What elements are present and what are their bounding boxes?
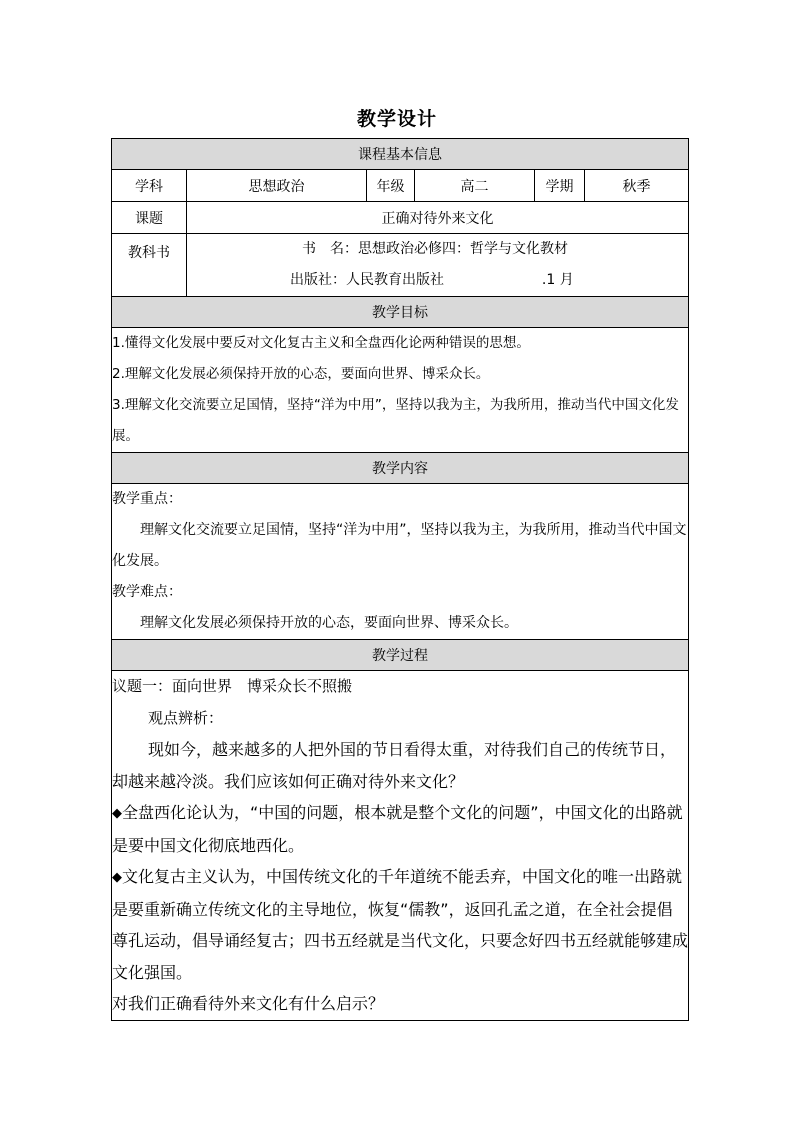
document-title: 教学设计 — [356, 108, 437, 130]
textbook-name: 书 名：思想政治必修四：哲学与文化教材 — [302, 241, 568, 257]
textbook-row — [112, 234, 689, 297]
difficult-points-text: 理解文化发展必须保持开放的心态，要面向世界、博采众长。 — [140, 615, 518, 631]
section-header-content — [112, 453, 689, 484]
process-topic: 议题一：面向世界 博采众长不照搬 — [112, 677, 353, 695]
objective-item: 1.懂得文化发展中要反对文化复古主义和全盘西化论两种错误的思想。 — [112, 335, 530, 351]
key-points-label: 教学重点： — [112, 491, 182, 507]
subject-value: 思想政治 — [187, 170, 367, 202]
teaching-process — [112, 671, 689, 1021]
section-header-objectives — [112, 297, 689, 328]
viewpoint-text: 全盘西化论认为，“中国的问题，根本就是整个文化的问题”，中国文化的出路就是要中国文化彻底地西化。 — [112, 803, 683, 855]
diamond-bullet-icon: ◆ — [112, 806, 122, 821]
section-header-basic-info — [112, 139, 689, 170]
textbook-label: 教科书 — [112, 234, 187, 297]
subject-label: 学科 — [112, 170, 187, 202]
textbook-publisher: 出版社：人民教育出版社 .1 月 — [290, 272, 574, 288]
term-label: 学期 — [535, 170, 585, 202]
teaching-content — [112, 484, 689, 640]
objective-item: 3.理解文化交流要立足国情，坚持“洋为中用”，坚持以我为主，为我所用，推动当代中国文化发展。 — [112, 397, 679, 444]
difficult-points-label: 教学难点： — [112, 584, 182, 600]
scenario-text: 现如今，越来越多的人把外国的节日看得太重，对待我们自己的传统节日，却越来越冷淡。我们应该如何正确对待外来文化？ — [112, 740, 677, 791]
key-points-text: 理解文化交流要立足国情，坚持“洋为中用”，坚持以我为主，为我所用，推动当代中国文化发展。 — [112, 522, 687, 569]
textbook-details — [187, 234, 689, 297]
analysis-label: 观点辨析： — [148, 708, 224, 727]
topic-row — [112, 202, 689, 234]
topic-label: 课题 — [112, 202, 187, 234]
term-value: 秋季 — [585, 170, 689, 202]
viewpoint-restorationism — [112, 861, 688, 988]
objectives-row — [112, 328, 689, 453]
section-title: 教学过程 — [112, 640, 689, 671]
viewpoint-westernization — [112, 797, 688, 861]
section-title: 课程基本信息 — [112, 139, 689, 170]
section-title: 教学内容 — [112, 453, 689, 484]
section-title: 教学目标 — [112, 297, 689, 328]
grade-label: 年级 — [367, 170, 415, 202]
info-row — [112, 170, 689, 202]
grade-value: 高二 — [415, 170, 535, 202]
objective-item: 2.理解文化发展必须保持开放的心态，要面向世界、博采众长。 — [112, 366, 490, 382]
diamond-bullet-icon: ◆ — [112, 870, 122, 885]
content-row — [112, 484, 689, 640]
process-row — [112, 671, 689, 1021]
reflection-question: 对我们正确看待外来文化有什么启示？ — [112, 994, 385, 1013]
section-header-process — [112, 640, 689, 671]
lesson-plan-table — [111, 138, 689, 1021]
viewpoint-text: 文化复古主义认为，中国传统文化的千年道统不能丢弃，中国文化的唯一出路就是要重新确立传统文化的主导地位，恢复“儒教”，返回孔孟之道，在全社会提倡尊孔运动，倡导诵经复古；四书五经就是当代文化，只要念好四书五经就能够建成文化强国。 — [112, 867, 689, 982]
objectives-list — [112, 328, 689, 453]
topic-value: 正确对待外来文化 — [187, 202, 689, 234]
